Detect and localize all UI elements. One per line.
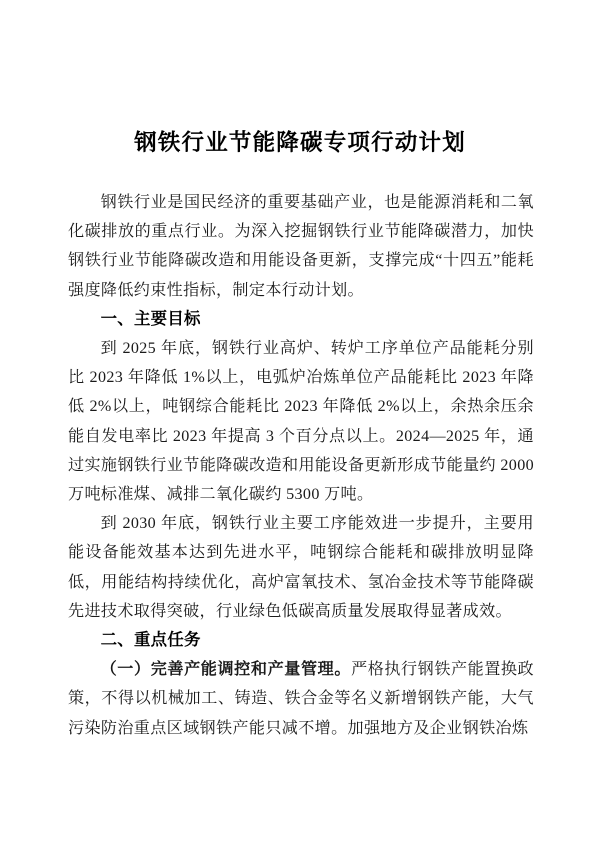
- section-heading-main-goals: 一、主要目标: [100, 309, 201, 328]
- section-heading-key-tasks: 二、重点任务: [100, 631, 201, 650]
- document-body: [68, 188, 534, 743]
- task-one-body-text: 严格执行钢铁产能置换政策，不得以机械加工、铸造、铁合金等名义新增钢铁产能，大气污染防治重点区域钢铁产能只减不增。加强地方及企业钢铁冶炼: [68, 661, 535, 737]
- intro-paragraph: 钢铁行业是国民经济的重要基础产业，也是能源消耗和二氧化碳排放的重点行业。为深入挖掘钢铁行业节能降碳潜力，加快钢铁行业节能降碳改造和用能设备更新，支撑完成“十四五”能耗强度降低约束性指标，制定本行动计划。: [68, 194, 534, 299]
- paragraph-goal-2025: 到 2025 年底，钢铁行业高炉、转炉工序单位产品能耗分别比 2023 年降低 1%以上，电弧炉冶炼单位产品能耗比 2023 年降低 2%以上，吨钢综合能耗比 2023 年降低 2%以上，余热余压余能自发电率比 2023 年提高 3 个百分点以上。2024—2025 年，通过实施钢铁行业节能降碳改造和用能设备更新形成节能量约 2000 万吨标准煤、减排二氧化碳约 5300 万吨。: [68, 340, 534, 504]
- page-title: 钢铁行业节能降碳专项行动计划: [134, 130, 466, 155]
- task-one-lead-label: （一）完善产能调控和产量管理。: [100, 661, 352, 679]
- paragraph-task-one: [68, 655, 534, 743]
- paragraph-goal-2030: 到 2030 年底，钢铁行业主要工序能效进一步提升，主要用能设备能效基本达到先进水平，吨钢综合能耗和碳排放明显降低，用能结构持续优化，高炉富氧技术、氢冶金技术等节能降碳先进技术取得突破，行业绿色低碳高质量发展取得显著成效。: [68, 515, 534, 620]
